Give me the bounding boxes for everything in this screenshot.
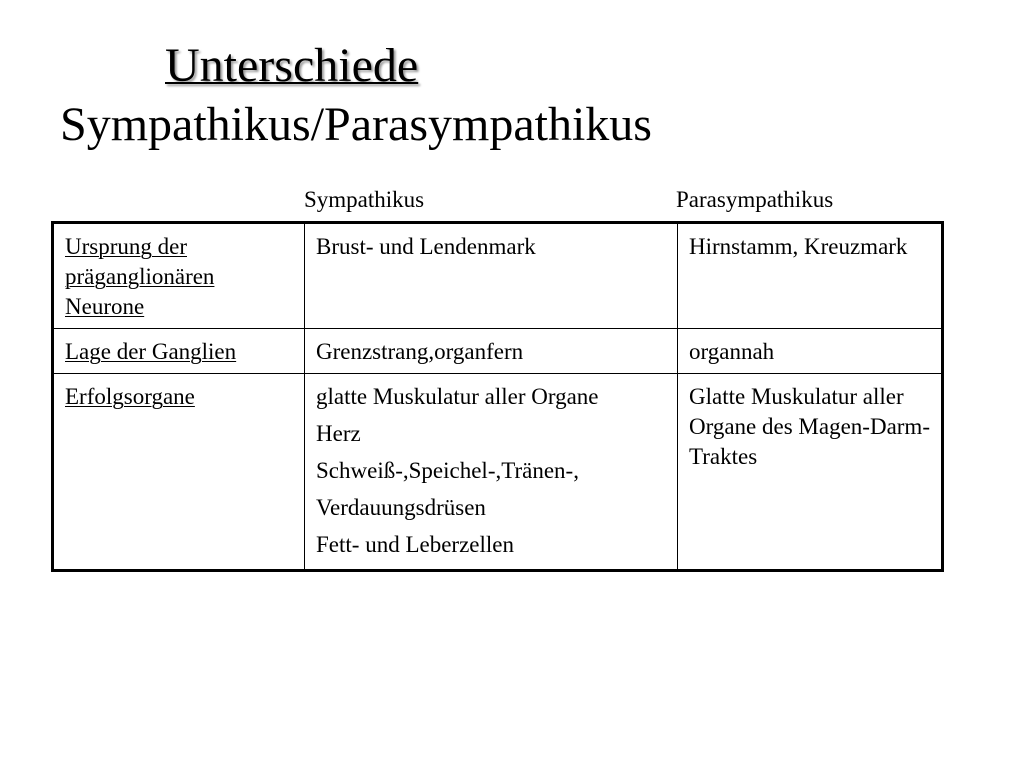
- list-item: Schweiß-,Speichel-,Tränen-,: [316, 458, 579, 483]
- column-header-sympathikus: Sympathikus: [304, 187, 425, 212]
- parasympathikus-cell: [678, 374, 943, 571]
- list-item: Fett- und Leberzellen: [316, 532, 514, 557]
- row-label: Lage der Ganglien: [65, 339, 237, 364]
- slide-title: Unterschiede: [165, 39, 419, 92]
- list-item: Verdauungsdrüsen: [316, 495, 486, 520]
- cell-text: Brust- und Lendenmark: [316, 234, 536, 259]
- row-label-cell: [53, 329, 305, 374]
- sympathikus-cell: [305, 223, 678, 329]
- table-row: [53, 374, 943, 571]
- row-label: Ursprung der präganglionären Neurone: [65, 234, 215, 319]
- parasympathikus-cell: [678, 223, 943, 329]
- list-item: glatte Muskulatur aller Organe: [316, 384, 599, 409]
- row-label-cell: [53, 223, 305, 329]
- cell-text: Hirnstamm, Kreuzmark: [689, 234, 908, 259]
- list-item: Herz: [316, 421, 361, 446]
- sympathikus-cell: [305, 329, 678, 374]
- table-row: [53, 223, 943, 329]
- slide-subtitle: Sympathikus/Parasympathikus: [60, 98, 652, 151]
- cell-text: Glatte Muskulatur aller Organe des Magen-Darm-Traktes: [689, 384, 930, 469]
- row-label-cell: [53, 374, 305, 571]
- column-header-parasympathikus: Parasympathikus: [676, 187, 834, 212]
- table-row: [53, 329, 943, 374]
- sympathikus-cell: [305, 374, 678, 571]
- cell-text: organnah: [689, 339, 775, 364]
- row-label: Erfolgsorgane: [65, 384, 195, 409]
- comparison-table: [51, 221, 944, 572]
- cell-text: Grenzstrang,organfern: [316, 339, 524, 364]
- parasympathikus-cell: [678, 329, 943, 374]
